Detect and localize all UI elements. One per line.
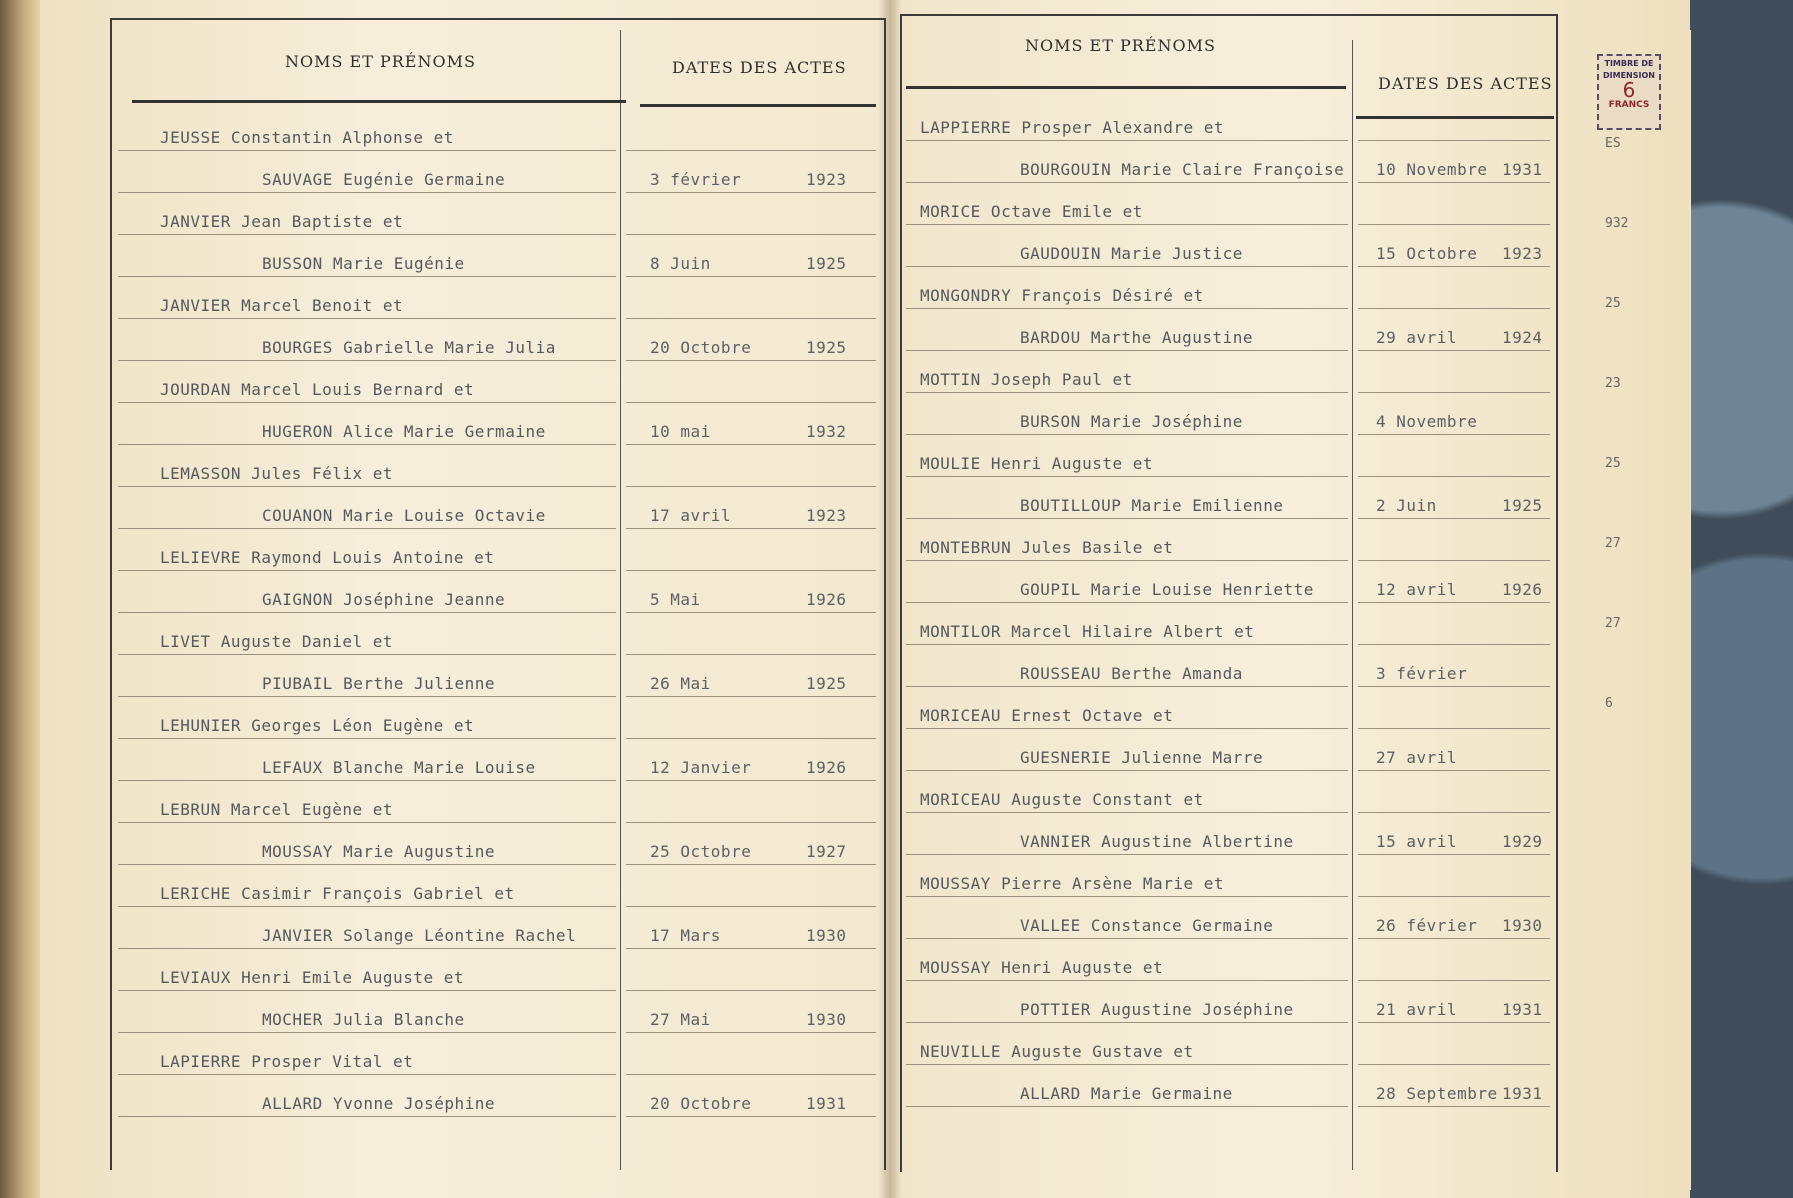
entry-husband-name: NEUVILLE Auguste Gustave et — [920, 1042, 1194, 1061]
ruling-line — [626, 528, 876, 529]
ruling-line — [1358, 938, 1550, 939]
entry-year: 1925 — [806, 254, 847, 273]
ruling-line — [118, 1116, 616, 1117]
ruling-line — [906, 854, 1348, 855]
ruling-line — [906, 560, 1348, 561]
entry-date: 21 avril — [1376, 1000, 1458, 1019]
ruling-line — [118, 948, 616, 949]
entry-year: 1931 — [806, 1094, 847, 1113]
ruling-line — [118, 990, 616, 991]
ruling-line — [118, 696, 616, 697]
entry-husband-name: MONGONDRY François Désiré et — [920, 286, 1204, 305]
stamp-amount: 6 — [1622, 78, 1636, 102]
right-column-divider — [1352, 40, 1353, 1170]
entry-date: 26 Mai — [650, 674, 711, 693]
ruling-line — [118, 192, 616, 193]
entry-husband-name: MOULIE Henri Auguste et — [920, 454, 1154, 473]
entry-date: 10 mai — [650, 422, 711, 441]
entry-date: 12 Janvier — [650, 758, 752, 777]
ruling-line — [1358, 308, 1550, 309]
entry-date: 27 avril — [1376, 748, 1458, 767]
underlying-page-fragment: 25 — [1605, 456, 1621, 471]
ruling-line — [626, 780, 876, 781]
ruling-line — [118, 570, 616, 571]
ruling-line — [626, 738, 876, 739]
entry-date: 27 Mai — [650, 1010, 711, 1029]
entry-wife-name: GUESNERIE Julienne Marre — [1020, 748, 1264, 767]
entry-date: 3 février — [650, 170, 742, 189]
ruling-line — [1358, 224, 1550, 225]
ruling-line — [626, 696, 876, 697]
ruling-line — [626, 234, 876, 235]
ruling-line — [626, 486, 876, 487]
entry-wife-name: VANNIER Augustine Albertine — [1020, 832, 1294, 851]
ruling-line — [626, 150, 876, 151]
entry-wife-name: SAUVAGE Eugénie Germaine — [262, 170, 506, 189]
book-cover-right — [1690, 0, 1793, 1198]
right-header-dates: DATES DES ACTES — [1378, 74, 1553, 93]
right-header-names: NOMS ET PRÉNOMS — [1025, 36, 1216, 55]
ruling-line — [118, 360, 616, 361]
ruling-line — [118, 150, 616, 151]
ruling-line — [906, 896, 1348, 897]
ruling-line — [906, 1106, 1348, 1107]
right-header-rule — [906, 86, 1346, 89]
entry-date: 2 Juin — [1376, 496, 1437, 515]
ruling-line — [118, 780, 616, 781]
ruling-line — [906, 308, 1348, 309]
entry-husband-name: LEVIAUX Henri Emile Auguste et — [160, 968, 464, 987]
underlying-page-fragment: 23 — [1605, 376, 1621, 391]
entry-wife-name: LEFAUX Blanche Marie Louise — [262, 758, 536, 777]
entry-year: 1931 — [1502, 1000, 1543, 1019]
ruling-line — [1358, 854, 1550, 855]
ruling-line — [906, 812, 1348, 813]
ruling-line — [1358, 980, 1550, 981]
entry-date: 12 avril — [1376, 580, 1458, 599]
entry-year: 1926 — [806, 590, 847, 609]
ruling-line — [118, 444, 616, 445]
entry-husband-name: JEUSSE Constantin Alphonse et — [160, 128, 454, 147]
entry-date: 17 Mars — [650, 926, 721, 945]
ruling-line — [626, 906, 876, 907]
ruling-line — [1358, 770, 1550, 771]
entry-wife-name: GOUPIL Marie Louise Henriette — [1020, 580, 1314, 599]
entry-husband-name: JANVIER Jean Baptiste et — [160, 212, 404, 231]
entry-date: 20 Octobre — [650, 338, 752, 357]
entry-year: 1931 — [1502, 1084, 1543, 1103]
entry-wife-name: BOURGOUIN Marie Claire Françoise — [1020, 160, 1345, 179]
entry-husband-name: MONTILOR Marcel Hilaire Albert et — [920, 622, 1255, 641]
entry-date: 3 février — [1376, 664, 1468, 683]
ruling-line — [906, 1022, 1348, 1023]
entry-year: 1931 — [1502, 160, 1543, 179]
entry-year: 1923 — [1502, 244, 1543, 263]
entry-date: 15 avril — [1376, 832, 1458, 851]
ruling-line — [1358, 266, 1550, 267]
ruling-line — [1358, 1064, 1550, 1065]
ruling-line — [906, 728, 1348, 729]
entry-date: 17 avril — [650, 506, 732, 525]
entry-year: 1927 — [806, 842, 847, 861]
ruling-line — [906, 350, 1348, 351]
entry-wife-name: BARDOU Marthe Augustine — [1020, 328, 1254, 347]
entry-husband-name: MORICEAU Ernest Octave et — [920, 706, 1174, 725]
ruling-line — [1358, 476, 1550, 477]
left-header-names: NOMS ET PRÉNOMS — [285, 52, 476, 71]
entry-year: 1929 — [1502, 832, 1543, 851]
ruling-line — [118, 486, 616, 487]
entry-husband-name: MOUSSAY Henri Auguste et — [920, 958, 1164, 977]
ruling-line — [906, 770, 1348, 771]
ruling-line — [118, 528, 616, 529]
entry-year: 1925 — [1502, 496, 1543, 515]
ruling-line — [118, 654, 616, 655]
entry-year: 1926 — [1502, 580, 1543, 599]
ruling-line — [906, 602, 1348, 603]
entry-date: 29 avril — [1376, 328, 1458, 347]
ruling-line — [626, 822, 876, 823]
entry-husband-name: LELIEVRE Raymond Louis Antoine et — [160, 548, 495, 567]
ruling-line — [626, 444, 876, 445]
entry-husband-name: LEMASSON Jules Félix et — [160, 464, 394, 483]
entry-wife-name: MOCHER Julia Blanche — [262, 1010, 465, 1029]
ruling-line — [118, 612, 616, 613]
ruling-line — [906, 182, 1348, 183]
entry-wife-name: BOURGES Gabrielle Marie Julia — [262, 338, 556, 357]
ruling-line — [626, 948, 876, 949]
ruling-line — [626, 276, 876, 277]
entry-date: 10 Novembre — [1376, 160, 1488, 179]
entry-wife-name: MOUSSAY Marie Augustine — [262, 842, 496, 861]
ruling-line — [626, 864, 876, 865]
ruling-line — [906, 644, 1348, 645]
entry-wife-name: COUANON Marie Louise Octavie — [262, 506, 546, 525]
right-header-rule-dates — [1356, 116, 1554, 119]
entry-husband-name: MOUSSAY Pierre Arsène Marie et — [920, 874, 1224, 893]
entry-wife-name: ALLARD Yvonne Joséphine — [262, 1094, 496, 1113]
entry-wife-name: GAUDOUIN Marie Justice — [1020, 244, 1243, 263]
ruling-line — [906, 980, 1348, 981]
book-edge-left — [0, 0, 40, 1198]
underlying-page-fragment: 27 — [1605, 616, 1621, 631]
entry-wife-name: BURSON Marie Joséphine — [1020, 412, 1243, 431]
entry-husband-name: LAPIERRE Prosper Vital et — [160, 1052, 414, 1071]
entry-husband-name: LERICHE Casimir François Gabriel et — [160, 884, 515, 903]
ruling-line — [1358, 896, 1550, 897]
ruling-line — [1358, 350, 1550, 351]
entry-year: 1932 — [806, 422, 847, 441]
entry-year: 1930 — [806, 926, 847, 945]
ruling-line — [118, 318, 616, 319]
stamp-line1: TIMBRE DE — [1604, 59, 1654, 68]
ruling-line — [1358, 518, 1550, 519]
stamp-currency: FRANCS — [1608, 100, 1650, 110]
ruling-line — [626, 990, 876, 991]
entry-year: 1923 — [806, 170, 847, 189]
ruling-line — [1358, 686, 1550, 687]
left-header-rule — [132, 100, 626, 103]
ruling-line — [1358, 812, 1550, 813]
underlying-page-fragment: 6 — [1605, 696, 1613, 711]
ruling-line — [118, 276, 616, 277]
ruling-line — [1358, 392, 1550, 393]
entry-wife-name: JANVIER Solange Léontine Rachel — [262, 926, 577, 945]
ruling-line — [626, 1116, 876, 1117]
ruling-line — [626, 1032, 876, 1033]
entry-husband-name: JANVIER Marcel Benoit et — [160, 296, 404, 315]
ruling-line — [118, 234, 616, 235]
underlying-page-fragment: 27 — [1605, 536, 1621, 551]
left-header-rule-dates — [640, 104, 876, 107]
tax-stamp — [1597, 54, 1661, 130]
ruling-line — [1358, 182, 1550, 183]
entry-wife-name: ROUSSEAU Berthe Amanda — [1020, 664, 1243, 683]
entry-wife-name: POTTIER Augustine Joséphine — [1020, 1000, 1294, 1019]
ruling-line — [626, 192, 876, 193]
ruling-line — [118, 906, 616, 907]
entry-year: 1926 — [806, 758, 847, 777]
ruling-line — [906, 518, 1348, 519]
underlying-page-fragment: ES — [1605, 136, 1621, 151]
ruling-line — [626, 402, 876, 403]
ruling-line — [118, 738, 616, 739]
entry-husband-name: MOTTIN Joseph Paul et — [920, 370, 1133, 389]
underlying-page-fragment: 25 — [1605, 296, 1621, 311]
entry-husband-name: LIVET Auguste Daniel et — [160, 632, 394, 651]
ruling-line — [626, 318, 876, 319]
entry-wife-name: VALLEE Constance Germaine — [1020, 916, 1274, 935]
ruling-line — [1358, 140, 1550, 141]
ruling-line — [906, 140, 1348, 141]
ruling-line — [906, 434, 1348, 435]
ruling-line — [1358, 1022, 1550, 1023]
entry-date: 5 Mai — [650, 590, 701, 609]
entry-wife-name: BUSSON Marie Eugénie — [262, 254, 465, 273]
entry-date: 15 Octobre — [1376, 244, 1478, 263]
ruling-line — [906, 938, 1348, 939]
ruling-line — [626, 360, 876, 361]
entry-year: 1925 — [806, 674, 847, 693]
entry-date: 4 Novembre — [1376, 412, 1478, 431]
ruling-line — [1358, 728, 1550, 729]
entry-husband-name: LEBRUN Marcel Eugène et — [160, 800, 394, 819]
entry-year: 1930 — [806, 1010, 847, 1029]
entry-year: 1924 — [1502, 328, 1543, 347]
entry-wife-name: BOUTILLOUP Marie Emilienne — [1020, 496, 1284, 515]
entry-year: 1923 — [806, 506, 847, 525]
ruling-line — [118, 864, 616, 865]
ruling-line — [118, 822, 616, 823]
entry-husband-name: MORICEAU Auguste Constant et — [920, 790, 1204, 809]
ruling-line — [1358, 560, 1550, 561]
ruling-line — [906, 266, 1348, 267]
ruling-line — [626, 654, 876, 655]
ruling-line — [906, 1064, 1348, 1065]
ruling-line — [626, 570, 876, 571]
underlying-page-fragment: 932 — [1605, 216, 1629, 231]
ruling-line — [118, 402, 616, 403]
entry-date: 26 février — [1376, 916, 1478, 935]
ruling-line — [118, 1032, 616, 1033]
ruling-line — [906, 224, 1348, 225]
entry-year: 1925 — [806, 338, 847, 357]
entry-husband-name: MONTEBRUN Jules Basile et — [920, 538, 1174, 557]
ruling-line — [1358, 434, 1550, 435]
ruling-line — [906, 686, 1348, 687]
entry-husband-name: JOURDAN Marcel Louis Bernard et — [160, 380, 475, 399]
ruling-line — [906, 476, 1348, 477]
entry-husband-name: MORICE Octave Emile et — [920, 202, 1143, 221]
stamp-line2: DIMENSION — [1603, 71, 1655, 80]
ruling-line — [626, 1074, 876, 1075]
entry-date: 20 Octobre — [650, 1094, 752, 1113]
entry-date: 25 Octobre — [650, 842, 752, 861]
ruling-line — [1358, 1106, 1550, 1107]
ruling-line — [906, 392, 1348, 393]
entry-year: 1930 — [1502, 916, 1543, 935]
entry-husband-name: LEHUNIER Georges Léon Eugène et — [160, 716, 475, 735]
ruling-line — [118, 1074, 616, 1075]
ruling-line — [1358, 644, 1550, 645]
entry-wife-name: GAIGNON Joséphine Jeanne — [262, 590, 506, 609]
entry-wife-name: PIUBAIL Berthe Julienne — [262, 674, 496, 693]
entry-wife-name: HUGERON Alice Marie Germaine — [262, 422, 546, 441]
ruling-line — [1358, 602, 1550, 603]
left-header-dates: DATES DES ACTES — [672, 58, 847, 77]
entry-date: 8 Juin — [650, 254, 711, 273]
left-column-divider — [620, 30, 621, 1170]
entry-wife-name: ALLARD Marie Germaine — [1020, 1084, 1233, 1103]
entry-husband-name: LAPPIERRE Prosper Alexandre et — [920, 118, 1224, 137]
entry-date: 28 Septembre — [1376, 1084, 1498, 1103]
ruling-line — [626, 612, 876, 613]
